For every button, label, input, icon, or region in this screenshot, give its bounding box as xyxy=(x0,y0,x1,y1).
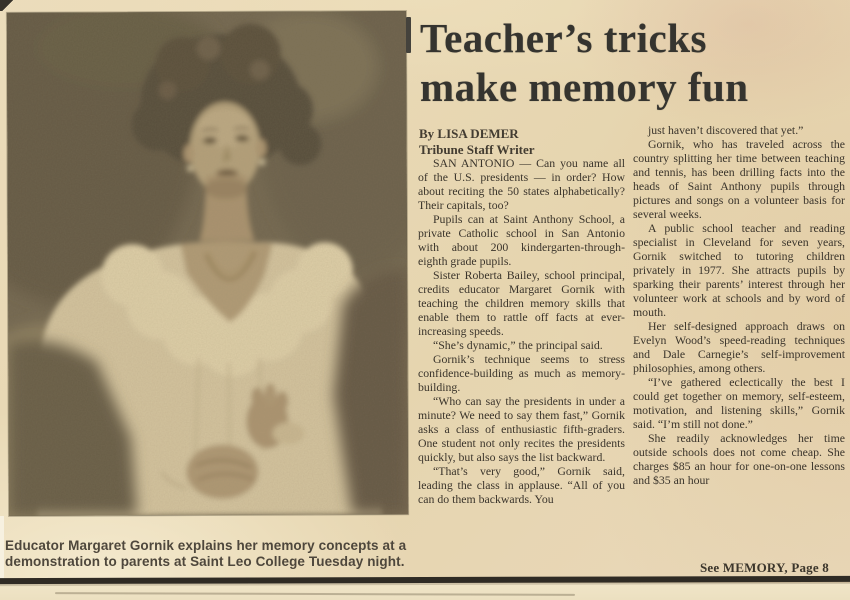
byline-author: By LISA DEMER xyxy=(419,126,519,141)
article-column-1 xyxy=(418,156,625,580)
article-paragraph: Sister Roberta Bailey, school principal, credits educator Margaret Gornik with teaching the children memory skills that enable them to rattle off facts at ever-increasing speeds. xyxy=(418,268,625,338)
article-paragraph: Gornik, who has traveled across the country splitting her time between teaching and tennis, has been drilling facts into the heads of Saint Anthony pupils through pictures and songs on a volunteer basis for several weeks. xyxy=(633,137,845,221)
photo xyxy=(7,11,408,516)
photo-caption: Educator Margaret Gornik explains her memory concepts at a demonstration to parents at Saint Leo College Tuesday night. xyxy=(5,538,407,569)
headline-line-1: Teacher’s tricks xyxy=(420,15,707,61)
article-paragraph: Her self-designed approach draws on Evelyn Wood’s speed-reading techniques and Dale Carnegie’s self-improvement philosophies, among others. xyxy=(633,319,845,375)
article-paragraph: SAN ANTONIO — Can you name all of the U.S. presidents — in order? How about reciting the 50 states alphabetically? Their capitals, too? xyxy=(418,156,625,212)
article-paragraph: “That’s very good,” Gornik said, leading the class in applause. “All of you can do them backwards. You xyxy=(418,464,625,506)
article-column-2 xyxy=(633,123,845,551)
byline xyxy=(419,126,629,157)
photo-image xyxy=(7,11,408,516)
jump-line: See MEMORY, Page 8 xyxy=(699,560,829,575)
article-paragraph: “She’s dynamic,” the principal said. xyxy=(433,338,603,352)
headline-tick-mark xyxy=(406,17,411,53)
headline-line-2: make memory fun xyxy=(420,64,749,110)
headline xyxy=(420,14,844,112)
byline-role: Tribune Staff Writer xyxy=(419,141,535,157)
article-paragraph: “I’ve gathered eclectically the best I could get together on memory, self-esteem, motivation, and listening skills,” Gornik said. “I’m still not done.” xyxy=(633,375,845,431)
article-paragraph: A public school teacher and reading specialist in Cleveland for seven years, Gornik switched to tutoring children privately in 1977. She attracts pupils by sparking their parents’ interest through her volunteer work at schools and by word of mouth. xyxy=(633,221,845,319)
article-paragraph: She readily acknowledges her time outside schools does not come cheap. She charges $85 an hour for one-on-one lessons and $35 an hour xyxy=(633,431,845,487)
article-paragraph: Pupils can at Saint Anthony School, a private Catholic school in San Antonio with about 200 kindergarten-through-eighth grade pupils. xyxy=(418,212,625,268)
article-paragraph: just haven’t discovered that yet.” xyxy=(648,123,804,137)
scan-corner-mark xyxy=(0,0,13,11)
article-paragraph: “Who can say the presidents in under a minute? We need to say them fast,” Gornik asks a class of enthusiastic fifth-graders. One student not only recites the presidents quickly, but also says the list backward. xyxy=(418,394,625,464)
article-paragraph: Gornik’s technique seems to stress confidence-building as much as memory-building. xyxy=(418,352,625,394)
